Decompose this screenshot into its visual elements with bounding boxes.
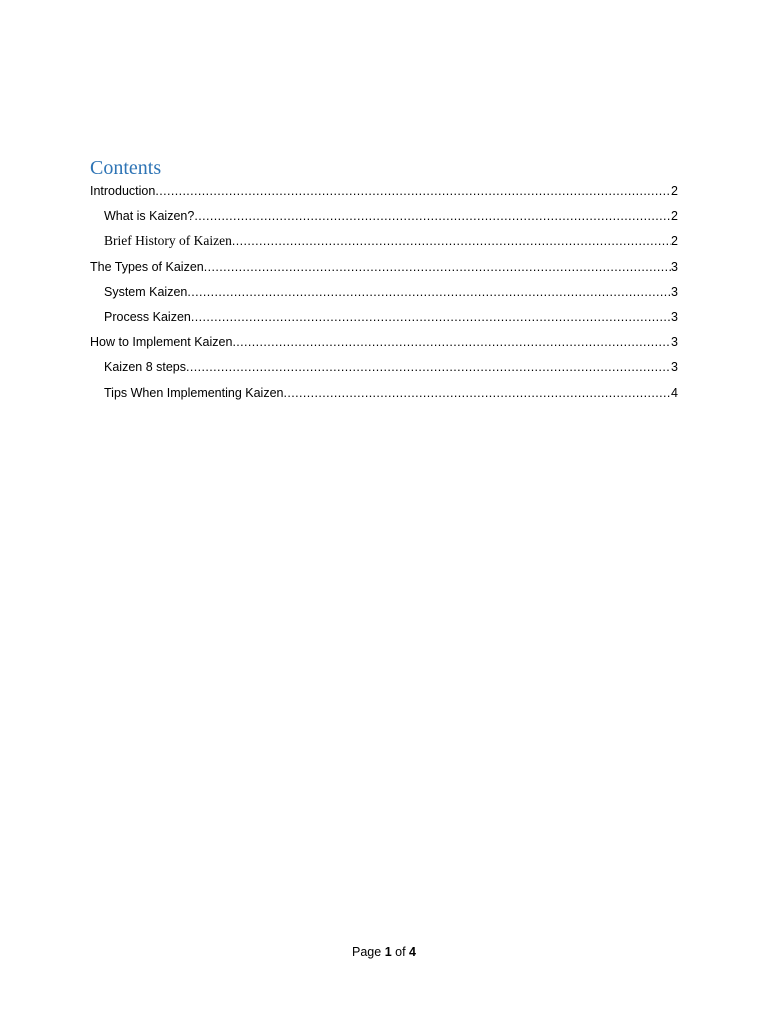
toc-entry-label: Introduction xyxy=(90,184,156,198)
footer-total-pages: 4 xyxy=(409,945,416,959)
toc-entry-system-kaizen[interactable] xyxy=(90,282,678,307)
toc-entry-page: 3 xyxy=(671,284,678,299)
toc-entry-label: Process Kaizen xyxy=(104,309,191,324)
toc-entry-page: 3 xyxy=(671,360,678,375)
toc-leader-dots xyxy=(191,307,671,327)
toc-entry-page: 2 xyxy=(671,184,678,198)
footer-page-word: Page xyxy=(352,945,382,959)
toc-entry-page: 3 xyxy=(671,335,678,350)
footer-of-word: of xyxy=(395,945,406,959)
toc-entry-page: 2 xyxy=(671,209,678,224)
toc-leader-dots xyxy=(204,257,671,277)
toc-entry-page: 3 xyxy=(671,259,678,274)
toc-entry-label: How to Implement Kaizen xyxy=(90,335,233,350)
toc-leader-dots xyxy=(187,282,671,302)
toc-entry-what-is-kaizen[interactable] xyxy=(90,206,678,231)
toc-entry-page: 3 xyxy=(671,309,678,324)
toc-entry-page: 2 xyxy=(671,234,678,249)
toc-entry-label: What is Kaizen? xyxy=(104,209,195,224)
toc-entry-tips[interactable] xyxy=(90,383,678,408)
toc-entry-label: System Kaizen xyxy=(104,284,188,299)
toc-entry-label: Brief History of Kaizen xyxy=(104,233,232,249)
toc-heading: Contents xyxy=(90,157,162,179)
toc-entry-process-kaizen[interactable] xyxy=(90,307,678,332)
toc-entry-label: The Types of Kaizen xyxy=(90,259,204,274)
toc-leader-dots xyxy=(232,231,671,251)
footer-current-page: 1 xyxy=(384,945,392,959)
toc-entry-how-to-implement[interactable] xyxy=(90,332,678,357)
toc-leader-dots xyxy=(232,332,671,352)
toc-leader-dots xyxy=(283,383,671,403)
toc-leader-dots xyxy=(186,357,671,377)
toc-entry-kaizen-8-steps[interactable] xyxy=(90,357,678,382)
toc-entry-introduction[interactable] xyxy=(90,181,678,206)
toc-entry-brief-history[interactable] xyxy=(90,231,678,256)
toc-entry-page: 4 xyxy=(671,385,678,400)
page-footer xyxy=(0,942,768,962)
toc-leader-dots xyxy=(194,206,671,226)
toc-entry-label: Tips When Implementing Kaizen xyxy=(104,385,284,400)
toc-leader-dots xyxy=(155,181,671,201)
toc-entry-label: Kaizen 8 steps xyxy=(104,360,186,375)
table-of-contents xyxy=(90,181,678,408)
toc-entry-types-of-kaizen[interactable] xyxy=(90,257,678,282)
